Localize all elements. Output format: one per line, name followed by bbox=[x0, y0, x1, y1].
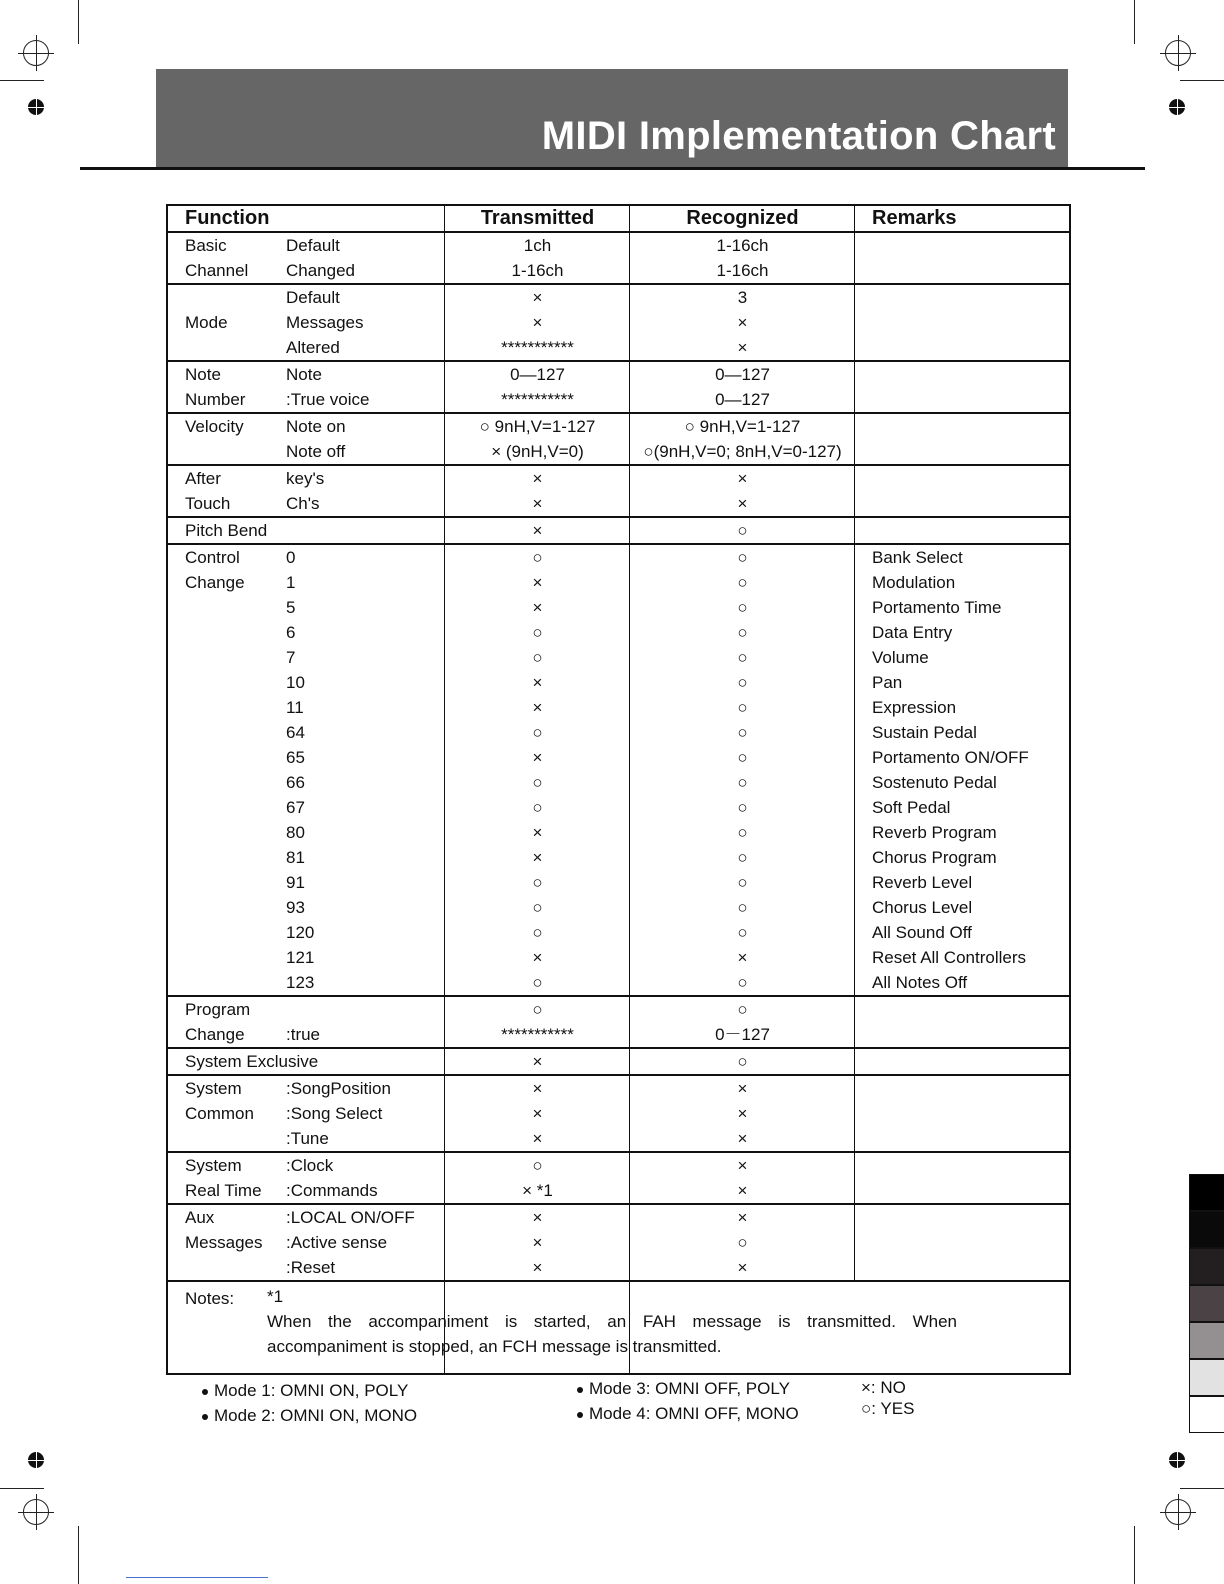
sub-function-cell: Changed bbox=[286, 261, 356, 280]
function-cell: Mode bbox=[185, 313, 228, 332]
footer-line bbox=[126, 1577, 268, 1578]
notes-reference: *1 bbox=[267, 1287, 284, 1306]
recognized-cell: ○ bbox=[737, 673, 748, 692]
recognized-cell: ○ bbox=[737, 698, 748, 717]
legend-text: Mode 4: OMNI OFF, MONO bbox=[589, 1404, 799, 1423]
recognized-cell: ○ bbox=[737, 723, 748, 742]
recognized-cell: ○ bbox=[737, 823, 748, 842]
register-dot-icon bbox=[1169, 1452, 1185, 1468]
sub-function-cell: :Reset bbox=[286, 1258, 336, 1277]
crop-mark bbox=[78, 1526, 79, 1584]
header-recognized: Recognized bbox=[686, 207, 799, 229]
remarks-cell: Sostenuto Pedal bbox=[872, 773, 997, 792]
bullet-icon bbox=[202, 1414, 208, 1420]
sub-function-cell: :Tune bbox=[286, 1129, 329, 1148]
color-swatch bbox=[1189, 1396, 1224, 1433]
transmitted-cell: × bbox=[532, 1233, 543, 1252]
remarks-cell: Data Entry bbox=[872, 623, 953, 642]
sub-function-cell: Note bbox=[286, 365, 322, 384]
crop-mark bbox=[0, 80, 44, 81]
function-cell: System bbox=[185, 1079, 242, 1098]
color-swatch bbox=[1189, 1322, 1224, 1359]
recognized-cell: × bbox=[737, 313, 748, 332]
sub-function-cell: 91 bbox=[286, 873, 305, 892]
legend-text: Mode 3: OMNI OFF, POLY bbox=[589, 1379, 790, 1398]
recognized-cell: ○ bbox=[737, 748, 748, 767]
recognized-cell: 0－127 bbox=[715, 1025, 770, 1044]
transmitted-cell: × bbox=[532, 1079, 543, 1098]
title-banner bbox=[156, 69, 1068, 167]
color-swatch bbox=[1189, 1174, 1224, 1211]
header-function: Function bbox=[185, 207, 270, 229]
table-group bbox=[168, 414, 1069, 466]
function-cell: Messages bbox=[185, 1233, 263, 1252]
sub-function-cell: Default bbox=[286, 288, 340, 307]
recognized-cell: ○ bbox=[737, 898, 748, 917]
recognized-cell: 0—127 bbox=[715, 390, 770, 409]
sub-function-cell: 1 bbox=[286, 573, 296, 592]
remarks-cell: All Notes Off bbox=[872, 973, 968, 992]
table-group bbox=[168, 545, 1069, 997]
sub-function-cell: 120 bbox=[286, 923, 315, 942]
recognized-cell: × bbox=[737, 338, 748, 357]
recognized-cell: × bbox=[737, 494, 748, 513]
transmitted-cell: ○ bbox=[532, 923, 543, 942]
table-header bbox=[168, 206, 1069, 233]
table-group bbox=[168, 997, 1069, 1049]
recognized-cell: × bbox=[737, 948, 748, 967]
sub-function-cell: 121 bbox=[286, 948, 315, 967]
transmitted-cell: *********** bbox=[501, 338, 574, 357]
transmitted-cell: × bbox=[532, 673, 543, 692]
recognized-cell: ○ bbox=[737, 923, 748, 942]
sub-function-cell: 7 bbox=[286, 648, 296, 667]
transmitted-cell: × bbox=[532, 848, 543, 867]
sub-function-cell: key's bbox=[286, 469, 325, 488]
registration-mark-icon bbox=[1165, 40, 1191, 66]
recognized-cell: ○ bbox=[737, 973, 748, 992]
register-dot-icon bbox=[28, 99, 44, 115]
legend-text: Mode 1: OMNI ON, POLY bbox=[214, 1381, 409, 1400]
color-swatch bbox=[1189, 1211, 1224, 1248]
register-dot-icon bbox=[1169, 99, 1185, 115]
function-cell: Control bbox=[185, 548, 240, 567]
recognized-cell: ○ 9nH,V=1-127 bbox=[684, 417, 801, 436]
sub-function-cell: :Active sense bbox=[286, 1233, 388, 1252]
remarks-cell: Portamento ON/OFF bbox=[872, 748, 1029, 767]
recognized-cell: ○ bbox=[737, 648, 748, 667]
recognized-cell: ○ bbox=[737, 548, 748, 567]
remarks-cell: Chorus Level bbox=[872, 898, 973, 917]
function-cell: Velocity bbox=[185, 417, 244, 436]
sub-function-cell: 81 bbox=[286, 848, 305, 867]
function-cell: Note bbox=[185, 365, 221, 384]
recognized-cell: ○ bbox=[737, 573, 748, 592]
transmitted-cell: × bbox=[532, 598, 543, 617]
function-cell: Number bbox=[185, 390, 246, 409]
transmitted-cell: ○ bbox=[532, 873, 543, 892]
transmitted-cell: × bbox=[532, 823, 543, 842]
sub-function-cell: 67 bbox=[286, 798, 305, 817]
crop-mark bbox=[1180, 1488, 1224, 1489]
recognized-cell: × bbox=[737, 1129, 748, 1148]
table-group bbox=[168, 1153, 1069, 1205]
transmitted-cell: × bbox=[532, 748, 543, 767]
sub-function-cell: Altered bbox=[286, 338, 340, 357]
function-cell: Aux bbox=[185, 1208, 215, 1227]
transmitted-cell: ○ bbox=[532, 1156, 543, 1175]
remarks-cell: Reverb Program bbox=[872, 823, 997, 842]
sub-function-cell: 5 bbox=[286, 598, 296, 617]
recognized-cell: ○(9nH,V=0; 8nH,V=0-127) bbox=[643, 442, 842, 461]
function-cell: Touch bbox=[185, 494, 231, 513]
sub-function-cell: 11 bbox=[286, 698, 304, 717]
notes-section bbox=[168, 1280, 1069, 1373]
transmitted-cell: × bbox=[532, 948, 543, 967]
transmitted-cell: × bbox=[532, 573, 543, 592]
sub-function-cell: 64 bbox=[286, 723, 305, 742]
legend-yes: ○: YES bbox=[861, 1399, 915, 1418]
legend-no: ×: NO bbox=[861, 1378, 906, 1397]
sub-function-cell: :LOCAL ON/OFF bbox=[286, 1208, 415, 1227]
transmitted-cell: × bbox=[532, 1258, 543, 1277]
function-cell: System Exclusive bbox=[185, 1052, 319, 1071]
transmitted-cell: ○ bbox=[532, 723, 543, 742]
transmitted-cell: ○ bbox=[532, 973, 543, 992]
recognized-cell: ○ bbox=[737, 1052, 748, 1071]
transmitted-cell: × bbox=[532, 1129, 543, 1148]
registration-mark-icon bbox=[23, 40, 49, 66]
sub-function-cell: 123 bbox=[286, 973, 315, 992]
registration-mark-icon bbox=[23, 1499, 49, 1525]
transmitted-cell: × bbox=[532, 1104, 543, 1123]
crop-mark bbox=[1134, 1526, 1135, 1584]
function-cell: Common bbox=[185, 1104, 254, 1123]
sub-function-cell: Note off bbox=[286, 442, 346, 461]
remarks-cell: All Sound Off bbox=[872, 923, 972, 942]
recognized-cell: × bbox=[737, 1079, 748, 1098]
remarks-cell: Portamento Time bbox=[872, 598, 1002, 617]
transmitted-cell: × bbox=[532, 494, 543, 513]
recognized-cell: 0—127 bbox=[715, 365, 770, 384]
midi-chart-table bbox=[166, 204, 1071, 1375]
remarks-cell: Chorus Program bbox=[872, 848, 997, 867]
remarks-cell: Sustain Pedal bbox=[872, 723, 977, 742]
remarks-cell: Soft Pedal bbox=[872, 798, 951, 817]
legend-mode-4 bbox=[577, 1401, 799, 1426]
header-rule bbox=[80, 167, 1145, 170]
register-dot-icon bbox=[28, 1452, 44, 1468]
bullet-icon bbox=[577, 1412, 583, 1418]
sub-function-cell: :True voice bbox=[286, 390, 370, 409]
notes-text: When the accompaniment is started, an FAH message is transmitted. When accompaniment is stopped, an FCH message is transmitted. bbox=[267, 1312, 957, 1356]
crop-mark bbox=[78, 0, 79, 44]
legend-mode-1 bbox=[202, 1378, 408, 1403]
remarks-cell: Bank Select bbox=[872, 548, 963, 567]
sub-function-cell: :Song Select bbox=[286, 1104, 383, 1123]
transmitted-cell: × bbox=[532, 1208, 543, 1227]
table-group bbox=[168, 1205, 1069, 1280]
recognized-cell: ○ bbox=[737, 1000, 748, 1019]
recognized-cell: ○ bbox=[737, 1233, 748, 1252]
transmitted-cell: ○ bbox=[532, 773, 543, 792]
function-cell: Basic bbox=[185, 236, 227, 255]
transmitted-cell: × *1 bbox=[522, 1181, 553, 1200]
transmitted-cell: ○ bbox=[532, 648, 543, 667]
remarks-cell: Volume bbox=[872, 648, 929, 667]
function-cell: Pitch Bend bbox=[185, 521, 268, 540]
sub-function-cell: Default bbox=[286, 236, 340, 255]
transmitted-cell: × bbox=[532, 1052, 543, 1071]
header-transmitted: Transmitted bbox=[480, 207, 595, 229]
sub-function-cell: 66 bbox=[286, 773, 305, 792]
function-cell: Channel bbox=[185, 261, 249, 280]
color-swatch bbox=[1189, 1248, 1224, 1285]
remarks-cell: Reset All Controllers bbox=[872, 948, 1027, 967]
transmitted-cell: 1ch bbox=[523, 236, 552, 255]
sub-function-cell: 6 bbox=[286, 623, 296, 642]
transmitted-cell: × bbox=[532, 521, 543, 540]
color-swatch bbox=[1189, 1359, 1224, 1396]
sub-function-cell: :true bbox=[286, 1025, 321, 1044]
remarks-cell: Expression bbox=[872, 698, 957, 717]
legend-text: Mode 2: OMNI ON, MONO bbox=[214, 1406, 418, 1425]
remarks-cell: Pan bbox=[872, 673, 903, 692]
recognized-cell: × bbox=[737, 1258, 748, 1277]
crop-mark bbox=[1134, 0, 1135, 44]
function-cell: Change bbox=[185, 573, 245, 592]
transmitted-cell: × bbox=[532, 698, 543, 717]
legend-mode-3 bbox=[577, 1376, 790, 1401]
notes-label: Notes: bbox=[185, 1289, 235, 1308]
transmitted-cell: *********** bbox=[501, 390, 574, 409]
crop-mark bbox=[0, 1488, 44, 1489]
recognized-cell: ○ bbox=[737, 798, 748, 817]
transmitted-cell: × (9nH,V=0) bbox=[491, 442, 584, 461]
recognized-cell: ○ bbox=[737, 623, 748, 642]
transmitted-cell: × bbox=[532, 469, 543, 488]
function-cell: Real Time bbox=[185, 1181, 262, 1200]
table-group bbox=[168, 1049, 1069, 1076]
sub-function-cell: 10 bbox=[286, 673, 305, 692]
transmitted-cell: ○ bbox=[532, 548, 543, 567]
transmitted-cell: × bbox=[532, 288, 543, 307]
crop-mark bbox=[1180, 80, 1224, 81]
recognized-cell: ○ bbox=[737, 521, 748, 540]
recognized-cell: ○ bbox=[737, 773, 748, 792]
sub-function-cell: Messages bbox=[286, 313, 364, 332]
recognized-cell: ○ bbox=[737, 598, 748, 617]
sub-function-cell: 93 bbox=[286, 898, 305, 917]
recognized-cell: × bbox=[737, 1156, 748, 1175]
function-cell: Program bbox=[185, 1000, 251, 1019]
table-group bbox=[168, 362, 1069, 414]
table-body bbox=[168, 233, 1069, 1280]
recognized-cell: × bbox=[737, 1181, 748, 1200]
transmitted-cell: ○ bbox=[532, 1000, 543, 1019]
recognized-cell: 1-16ch bbox=[716, 261, 769, 280]
remarks-cell: Modulation bbox=[872, 573, 956, 592]
remarks-cell: Reverb Level bbox=[872, 873, 973, 892]
transmitted-cell: 0—127 bbox=[510, 365, 565, 384]
recognized-cell: 1-16ch bbox=[716, 236, 769, 255]
recognized-cell: ○ bbox=[737, 873, 748, 892]
sub-function-cell: 0 bbox=[286, 548, 296, 567]
transmitted-cell: ○ bbox=[532, 798, 543, 817]
function-cell: After bbox=[185, 469, 221, 488]
sub-function-cell: 80 bbox=[286, 823, 305, 842]
registration-mark-icon bbox=[1165, 1499, 1191, 1525]
table-group bbox=[168, 285, 1069, 362]
transmitted-cell: ○ bbox=[532, 898, 543, 917]
color-swatch bbox=[1189, 1285, 1224, 1322]
transmitted-cell: 1-16ch bbox=[511, 261, 564, 280]
header-remarks: Remarks bbox=[872, 207, 957, 229]
transmitted-cell: ○ 9nH,V=1-127 bbox=[479, 417, 596, 436]
sub-function-cell: 65 bbox=[286, 748, 305, 767]
recognized-cell: ○ bbox=[737, 848, 748, 867]
page-title: MIDI Implementation Chart bbox=[541, 114, 1056, 158]
transmitted-cell: ○ bbox=[532, 623, 543, 642]
function-cell: Change bbox=[185, 1025, 245, 1044]
sub-function-cell: :SongPosition bbox=[286, 1079, 391, 1098]
recognized-cell: 3 bbox=[737, 288, 748, 307]
function-cell: System bbox=[185, 1156, 242, 1175]
table-group bbox=[168, 233, 1069, 285]
sub-function-cell: Note on bbox=[286, 417, 346, 436]
recognized-cell: × bbox=[737, 1104, 748, 1123]
table-group bbox=[168, 518, 1069, 545]
transmitted-cell: × bbox=[532, 313, 543, 332]
sub-function-cell: :Commands bbox=[286, 1181, 378, 1200]
bullet-icon bbox=[577, 1387, 583, 1393]
sub-function-cell: :Clock bbox=[286, 1156, 334, 1175]
bullet-icon bbox=[202, 1389, 208, 1395]
sub-function-cell: Ch's bbox=[286, 494, 320, 513]
recognized-cell: × bbox=[737, 1208, 748, 1227]
table-group bbox=[168, 466, 1069, 518]
table-group bbox=[168, 1076, 1069, 1153]
transmitted-cell: *********** bbox=[501, 1025, 574, 1044]
legend-mode-2 bbox=[202, 1403, 417, 1428]
recognized-cell: × bbox=[737, 469, 748, 488]
